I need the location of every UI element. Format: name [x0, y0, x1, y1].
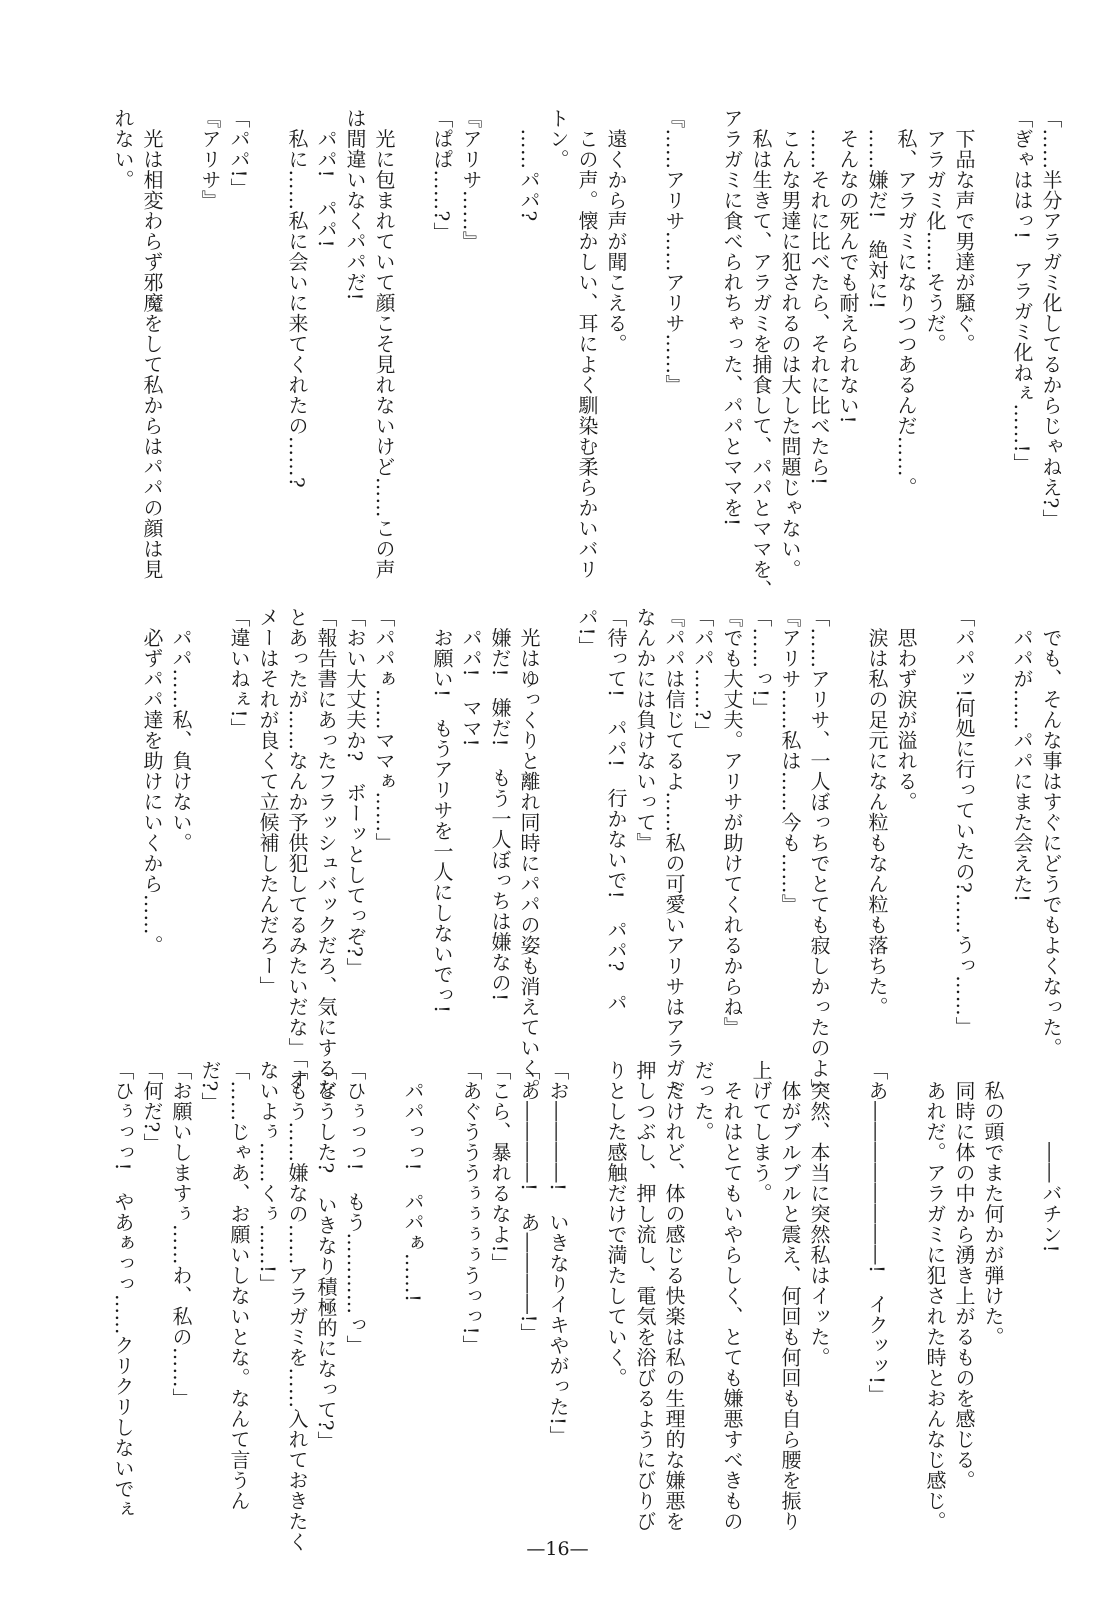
- text-line: 「おい大丈夫か? ボーッとしてっぞ?」: [343, 607, 367, 978]
- text-line: アラガミ化……そうだ。: [923, 108, 947, 354]
- text-line: 突然、本当に突然私はイッた。: [807, 1060, 831, 1368]
- text-line: 同時に体の中から湧き上がるものを感じる。: [952, 1060, 976, 1491]
- text-line: ないよぅ……くぅ……!」: [256, 1060, 280, 1295]
- text-line: 「パパ……?」: [691, 607, 715, 742]
- text-line: ……パパ?: [517, 108, 541, 222]
- text-line: れない。: [111, 108, 135, 190]
- line-gap: [833, 607, 862, 1025]
- text-line: 『でも大丈夫。アリサが助けてくれるからね』: [720, 607, 744, 1038]
- text-line: お願い! もうアリサを一人にしないでっ!: [430, 607, 454, 1014]
- text-line: パパ! ママ!: [459, 607, 483, 748]
- text-line: パパ……私、負けない。: [169, 607, 193, 853]
- text-line: 「どうした? いきなり積極的になって?」: [314, 1060, 338, 1452]
- text-line: 私の頭でまた何かが弾けた。: [981, 1060, 1005, 1347]
- line-gap: [398, 108, 427, 580]
- text-line: 「あぐうううぅぅぅぅうっっ!」: [459, 1060, 483, 1356]
- line-gap: [543, 607, 572, 1025]
- text-line: パ!」: [575, 607, 599, 657]
- text-line: 「お――――! いきなりイキやがった!」: [546, 1060, 570, 1447]
- text-line: 「お願いしますぅ……わ、私の……」: [169, 1060, 193, 1409]
- line-gap: [891, 1060, 920, 1520]
- line-gap: [485, 108, 514, 580]
- text-tier-top: [50, 108, 1065, 600]
- text-line: なんかには負けないって』: [633, 607, 657, 853]
- text-line: パパが……パパにまた会えた!: [1010, 607, 1034, 903]
- text-line: 押しつぶし、押し流し、電気を浴びるようにびりび: [633, 1060, 657, 1532]
- text-line: 「違いねぇ!」: [227, 607, 251, 739]
- text-line: そんなの死んでも耐えられない!: [836, 108, 860, 425]
- text-line: 私に……私に会いに来てくれたの……?: [285, 108, 309, 489]
- line-gap: [369, 1060, 398, 1520]
- text-line: 「あ――――――――! イクッッ!」: [865, 1060, 889, 1406]
- text-line: 「報告書にあったフラッシュバックだろ、気にするな: [314, 607, 338, 1099]
- text-line: ――バチン!: [1039, 1060, 1063, 1254]
- text-line: 光に包まれていて顔こそ見れないけど……この声: [372, 108, 396, 580]
- line-gap: [978, 108, 1007, 580]
- line-gap: [195, 607, 224, 1025]
- text-line: パパっっ! パパぁ……!: [401, 1060, 425, 1303]
- text-line: とあったが……なんか予供犯してるみたいだな」「オ: [285, 607, 309, 1089]
- text-line: 「……半分アラガミ化してるからじゃねえ?」: [1039, 108, 1063, 530]
- line-gap: [572, 1060, 601, 1520]
- text-line: 「ひぅっっ! もう…………っ」: [343, 1060, 367, 1356]
- line-gap: [427, 1060, 456, 1520]
- text-line: パパ! パパ!: [314, 108, 338, 249]
- text-line: それはとてもいやらしく、とても嫌悪すべきもの: [720, 1060, 744, 1532]
- text-line: 「ぎゃははっ! アラガミ化ねぇ……!」: [1010, 108, 1034, 474]
- text-line: 『アリサ……私は……今も……』: [778, 607, 802, 915]
- text-line: こんな男達に犯されるのは大した問題じゃない。: [778, 108, 802, 580]
- text-line: ……それに比べたら、それに比べたら!: [807, 108, 831, 486]
- text-line: 思わず涙が溢れる。: [894, 607, 918, 812]
- text-tier-middle: [50, 607, 1065, 1099]
- text-line: 『アリサ……』: [459, 108, 483, 252]
- text-line: でも、そんな事はすぐにどうでもよくなった。: [1039, 607, 1063, 1058]
- text-line: 私は生きて、アラガミを捕食して、パパとママを、: [749, 108, 773, 600]
- text-line: 光は相変わらず邪魔をして私からはパパの顔は見: [140, 108, 164, 580]
- text-line: 下品な声で男達が騒ぐ。: [952, 108, 976, 354]
- text-line: メーはそれが良くて立候補したんだろー」: [256, 607, 280, 997]
- text-line: だけれど、体の感じる快楽は私の生理的な嫌悪を: [662, 1060, 686, 1532]
- text-line: りとした感触だけで満たしていく。: [604, 1060, 628, 1388]
- line-gap: [253, 108, 282, 580]
- text-line: 嫌だ! 嫌だ! もう一人ぼっちは嫌なの!: [488, 607, 512, 1002]
- text-line: 『アリサ』: [198, 108, 222, 211]
- page-number: —16—: [526, 1538, 589, 1560]
- text-line: は間違いなくパパだ!: [343, 108, 367, 302]
- text-line: だった。: [691, 1060, 715, 1142]
- text-line: 「こら、暴れるなよ!」: [488, 1060, 512, 1274]
- text-line: 光はゆっくりと離れ同時にパパの姿も消えていく。: [517, 607, 541, 1099]
- text-line: 「待って! パパ! 行かないで! パパ? パ: [604, 607, 628, 1013]
- text-line: この声。懐かしい、耳によく馴染む柔らかいバリ: [575, 108, 599, 580]
- text-line: 「パパ!」: [227, 108, 251, 199]
- text-line: 遠くから声が聞こえる。: [604, 108, 628, 354]
- line-gap: [978, 607, 1007, 1025]
- text-line: 必ずパパ達を助けにいくから……。: [140, 607, 164, 956]
- text-line: 「ぱぱ……?」: [430, 108, 454, 243]
- text-line: 「……じゃあ、お願いしないとな。なんて言うん: [227, 1060, 251, 1511]
- line-gap: [833, 1060, 862, 1520]
- text-line: 『……アリサ……アリサ……』: [662, 108, 686, 395]
- text-line: 「何だ?」: [140, 1060, 164, 1154]
- text-line: ……嫌だ! 絶対に!: [865, 108, 889, 310]
- text-line: 『パパは信じてるよ……私の可愛いアリサはアラガミ: [662, 607, 686, 1099]
- line-gap: [630, 108, 659, 580]
- text-line: 「あ――――! あ――――!」: [517, 1060, 541, 1344]
- text-line: アラガミに食べられちゃった、パパとママを!: [720, 108, 744, 527]
- text-line: 上げてしまう。: [749, 1060, 773, 1204]
- line-gap: [1007, 1060, 1036, 1520]
- text-line: あれだ。アラガミに犯された時とおんなじ感じ。: [923, 1060, 947, 1532]
- line-gap: [688, 108, 717, 580]
- text-line: 「ひぅっっ! やあぁっっ……クリクリしないでぇ: [111, 1060, 135, 1520]
- text-line: 私、アラガミになりつつあるんだ……。: [894, 108, 918, 498]
- line-gap: [920, 607, 949, 1025]
- text-line: だ?」: [198, 1060, 222, 1113]
- line-gap: [398, 607, 427, 1025]
- line-gap: [166, 108, 195, 580]
- text-line: 涙は私の足元になん粒もなん粒も落ちた。: [865, 607, 889, 1017]
- text-line: 「……っ!」: [749, 607, 773, 719]
- text-line: 「……アリサ、一人ぼっちでとても寂しかったのよ」: [807, 607, 831, 1099]
- text-line: 「もう……嫌なの……アラガミを……入れておきたく: [285, 1060, 309, 1552]
- text-line: トン。: [546, 108, 570, 170]
- text-line: 「パパッ!何処に行っていたの?……うっ……」: [952, 607, 976, 1037]
- text-line: 「パパぁ……ママぁ……」: [372, 607, 396, 853]
- text-line: 体がブルブルと震え、何回も何回も自ら腰を振り: [778, 1060, 802, 1532]
